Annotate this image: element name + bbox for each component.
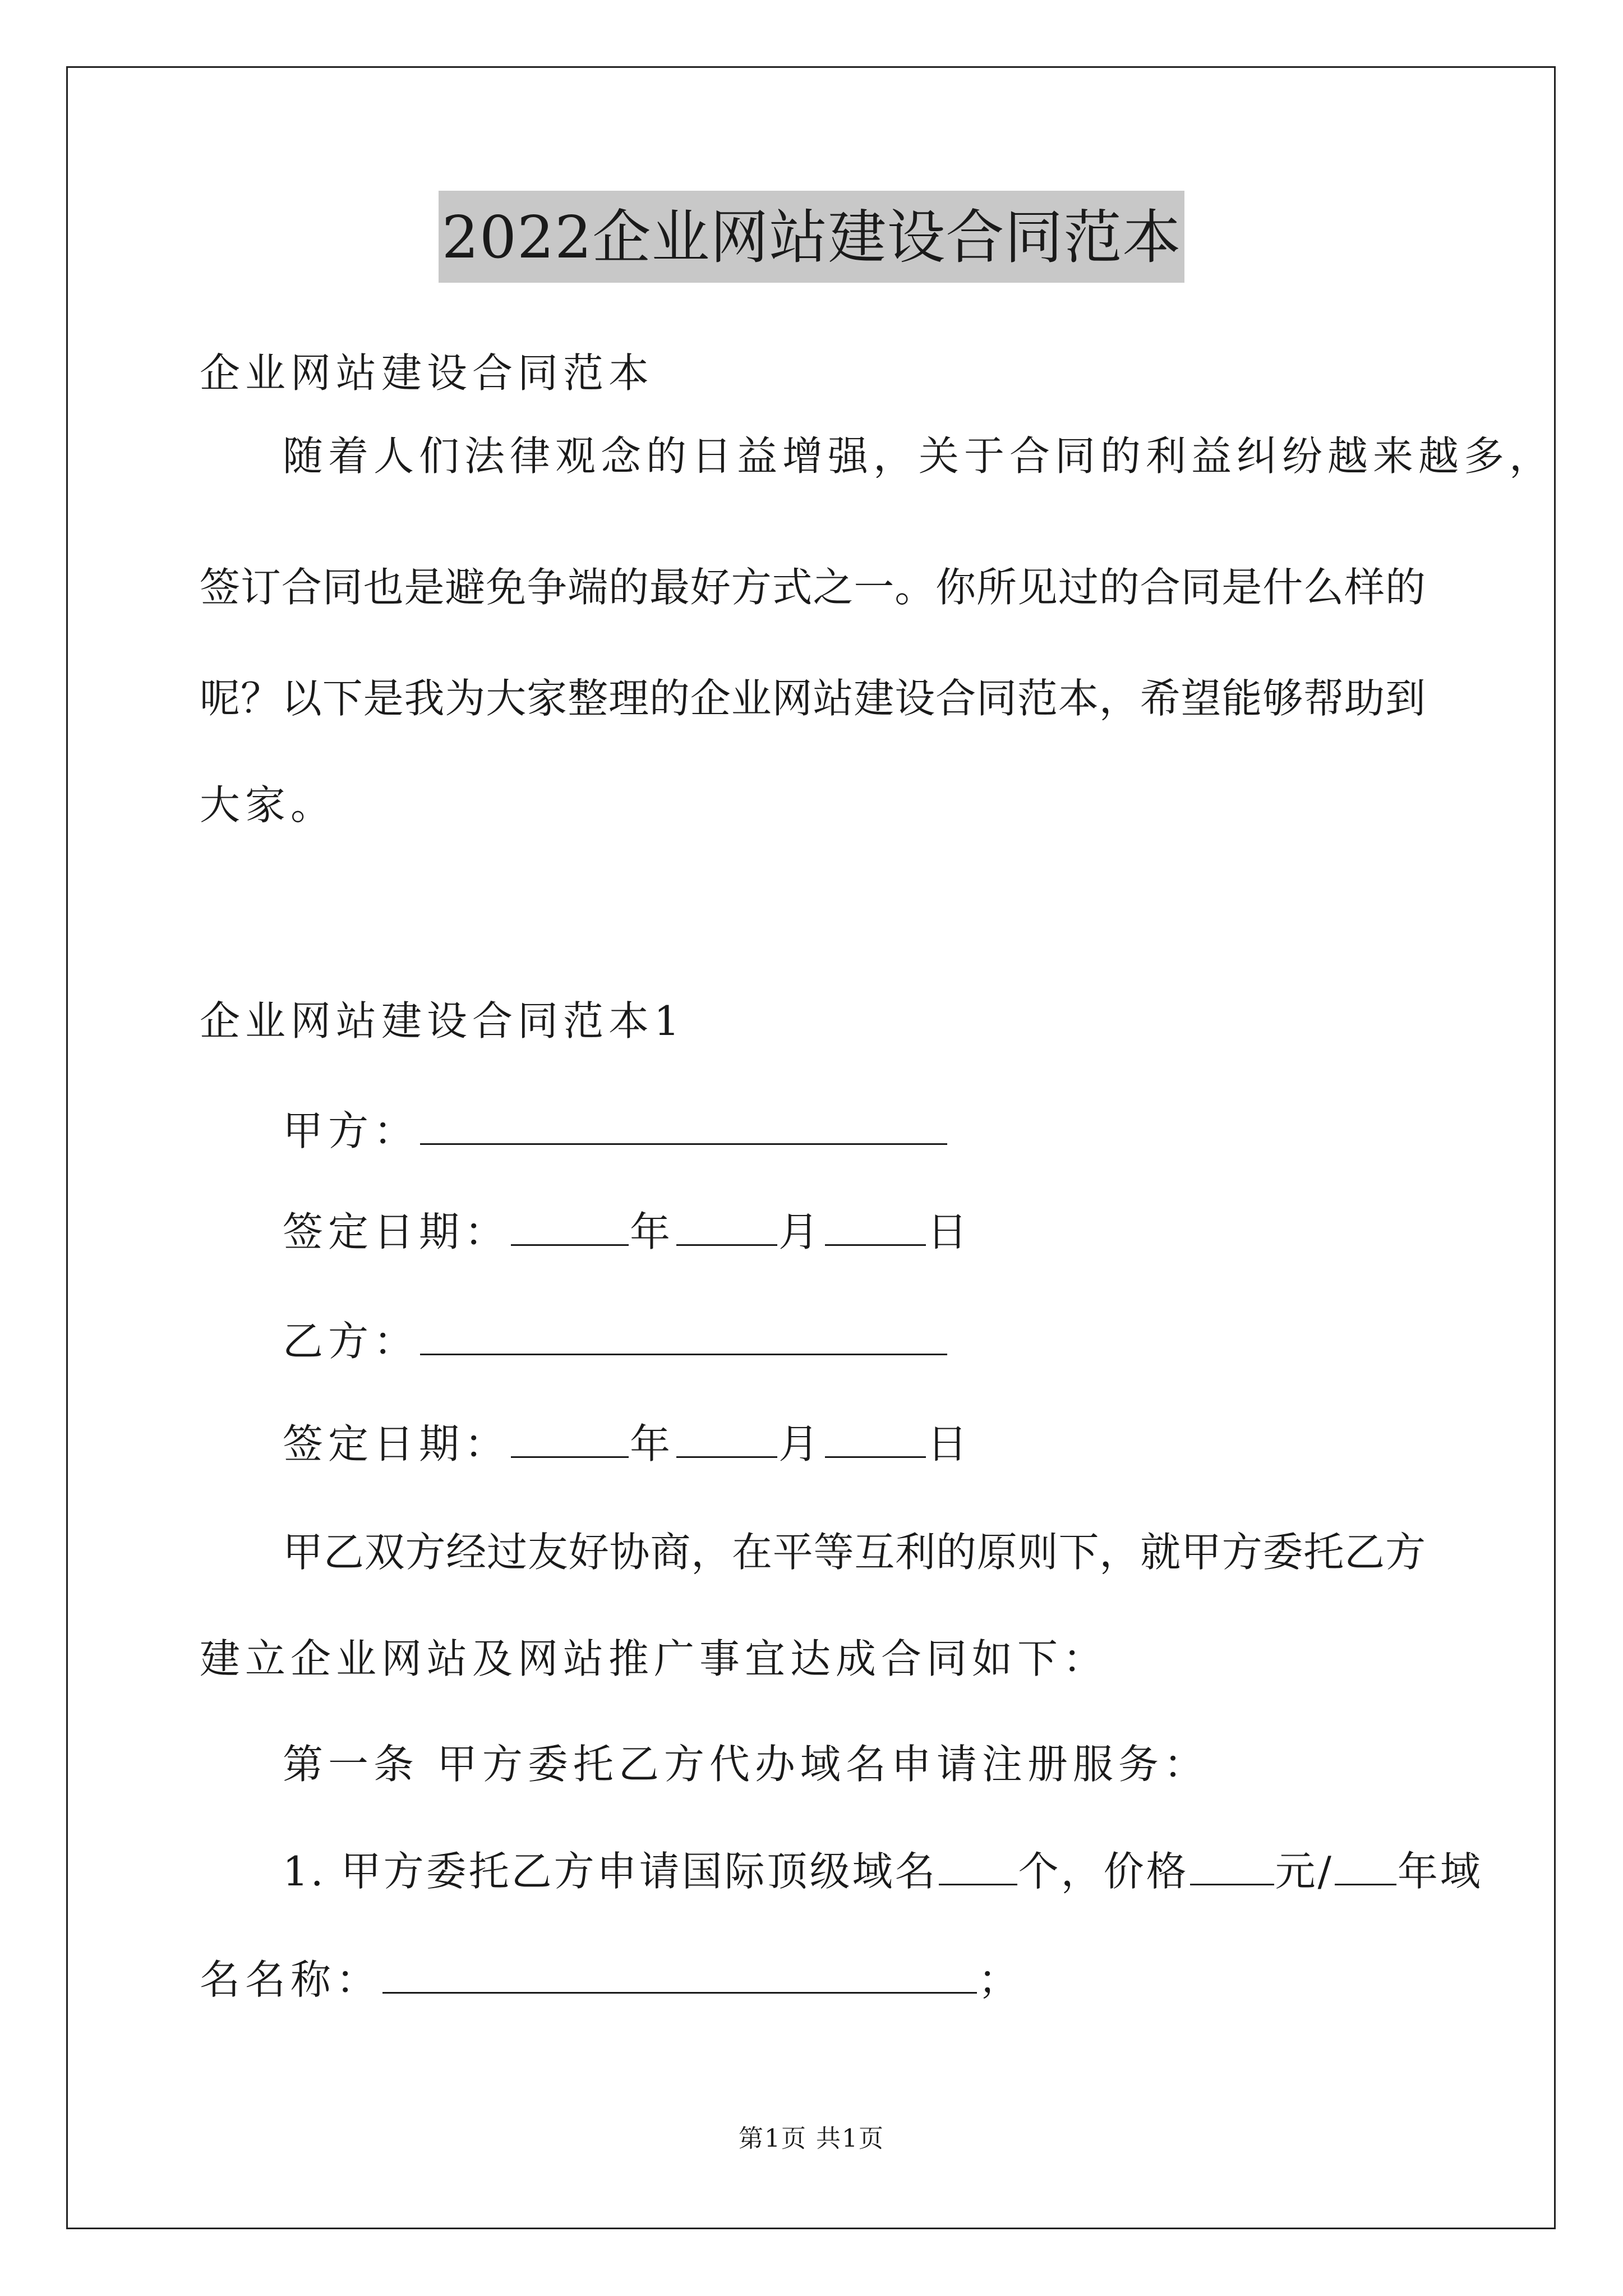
- party-a-day-blank: [825, 1206, 926, 1246]
- domain-name-blank: [382, 1954, 977, 1994]
- party-b-blank: [420, 1315, 947, 1355]
- party-a-line: [283, 1105, 948, 1156]
- item-1-text-b: 个，价格: [1018, 1848, 1189, 1895]
- party-b-month-unit: 月: [778, 1420, 824, 1467]
- party-a-day-unit: 日: [927, 1208, 973, 1255]
- agreement-line-1: 甲乙双方经过友好协商，在平等互利的原则下，就甲方委托乙方: [283, 1529, 1426, 1576]
- party-b-year-unit: 年: [630, 1420, 676, 1467]
- years-blank: [1335, 1846, 1396, 1885]
- party-b-day-unit: 日: [927, 1420, 973, 1467]
- domain-count-blank: [939, 1846, 1017, 1885]
- party-a-month-blank: [676, 1206, 777, 1246]
- item-1-text-d: 年域: [1397, 1848, 1483, 1895]
- party-a-date-label: 签定日期：: [283, 1208, 510, 1255]
- item-1-line-2: [200, 1954, 1023, 2005]
- party-a-date-line: [283, 1206, 972, 1257]
- party-a-month-unit: 月: [778, 1208, 824, 1255]
- domain-name-end: ；: [978, 1956, 1024, 2003]
- agreement-line-2: 建立企业网站及网站推广事宜达成合同如下：: [200, 1635, 1109, 1682]
- party-a-year-blank: [511, 1206, 629, 1246]
- intro-paragraph-line-4: 大家。: [200, 781, 336, 829]
- party-b-year-blank: [511, 1418, 629, 1458]
- party-b-date-label: 签定日期：: [283, 1420, 510, 1467]
- item-1-text-a: 1. 甲方委托乙方申请国际顶级域名: [283, 1848, 938, 1895]
- party-b-line: [283, 1315, 948, 1366]
- party-b-month-blank: [676, 1418, 777, 1458]
- document-subtitle: 企业网站建设合同范本: [200, 349, 654, 397]
- page-footer: 第1页 共1页: [739, 2124, 884, 2153]
- article-1-heading: 第一条 甲方委托乙方代办域名申请注册服务：: [283, 1741, 1209, 1788]
- party-a-label: 甲方：: [283, 1107, 419, 1154]
- title-container: [0, 191, 1623, 283]
- intro-paragraph-line-1: 随着人们法律观念的日益增强，关于合同的利益纠纷越来越多，: [283, 432, 1555, 480]
- party-a-year-unit: 年: [630, 1208, 676, 1255]
- document-title: 2022企业网站建设合同范本: [439, 191, 1185, 283]
- party-b-day-blank: [825, 1418, 926, 1458]
- party-a-blank: [420, 1105, 947, 1145]
- intro-paragraph-line-2: 签订合同也是避免争端的最好方式之一。你所见过的合同是什么样的: [200, 564, 1426, 611]
- party-b-label: 乙方：: [283, 1318, 419, 1365]
- domain-name-label: 名名称：: [200, 1956, 382, 2003]
- intro-paragraph-line-3: 呢？以下是我为大家整理的企业网站建设合同范本，希望能够帮助到: [200, 675, 1426, 722]
- party-b-date-line: [283, 1418, 972, 1469]
- item-1-text-c: 元/: [1275, 1848, 1334, 1895]
- price-blank: [1190, 1846, 1274, 1885]
- section-heading: 企业网站建设合同范本1: [200, 997, 685, 1045]
- item-1-line-1: [283, 1846, 1483, 1897]
